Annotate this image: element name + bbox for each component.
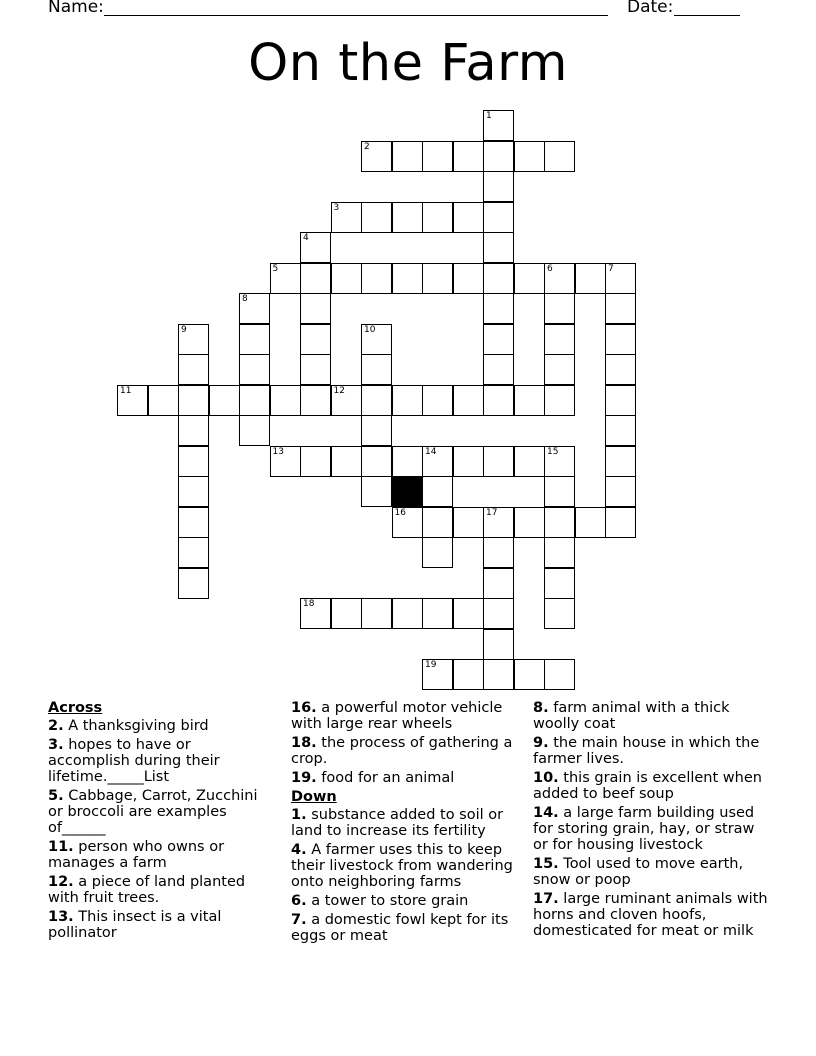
grid-cell[interactable] [544,354,575,385]
clue-item-text: a tower to store grain [306,893,469,909]
clue-item-number: 7. [291,912,307,928]
grid-cell[interactable] [483,537,514,568]
grid-cell[interactable] [483,598,514,629]
grid-cell[interactable] [361,324,392,355]
clue-item-text: this grain is excellent when added to beef soup [533,770,762,802]
clue-item-text: a powerful motor vehicle with large rear wheels [291,700,503,732]
clue-item [533,891,773,939]
clue-item-text: a domestic fowl kept for its eggs or meat [291,912,509,944]
clue-item-text: the main house in which the farmer lives. [533,735,760,767]
grid-cell[interactable] [300,263,331,294]
grid-cell[interactable] [422,385,453,416]
grid-cell[interactable] [331,385,362,416]
grid-cell[interactable] [392,507,423,538]
clue-number: 14 [425,446,437,457]
clues-column-1 [48,700,274,944]
clue-number: 9 [181,324,187,335]
grid-cell[interactable] [392,598,423,629]
across-heading: Across [48,700,103,716]
clue-item-text: hopes to have or accomplish during their lifetime._____List [48,737,220,785]
grid-cell[interactable] [605,507,636,538]
grid-cell[interactable] [483,446,514,477]
grid-cell[interactable] [361,385,392,416]
grid-cell[interactable] [453,507,484,538]
grid-cell[interactable] [422,537,453,568]
clue-number: 13 [272,446,284,457]
grid-cell[interactable] [483,507,514,538]
clue-number: 11 [120,385,132,396]
clue-item-number: 6. [291,893,307,909]
grid-cell[interactable] [544,507,575,538]
grid-cell[interactable] [453,263,484,294]
date-label: Date: [627,0,674,17]
grid-cell[interactable] [483,263,514,294]
grid-cell[interactable] [361,446,392,477]
grid-cell[interactable] [361,263,392,294]
grid-cell[interactable] [483,354,514,385]
grid-cell[interactable] [544,263,575,294]
grid-cell[interactable] [453,446,484,477]
grid-cell[interactable] [422,141,453,172]
grid-cell[interactable] [483,324,514,355]
clue-number: 15 [547,446,559,457]
clue-item-number: 16. [291,700,317,716]
clue-number: 3 [333,202,340,213]
grid-cell[interactable] [544,598,575,629]
grid-cell[interactable] [300,446,331,477]
grid-cell[interactable] [453,202,484,233]
grid-cell[interactable] [483,232,514,263]
grid-cell[interactable] [483,568,514,599]
clue-item [48,909,274,941]
clue-item-number: 3. [48,737,64,753]
grid-cell[interactable] [270,385,301,416]
clue-item-number: 18. [291,735,317,751]
grid-cell[interactable] [422,507,453,538]
grid-cell[interactable] [483,385,514,416]
down-clue-list-continued [533,700,773,939]
clue-item [48,839,274,871]
grid-cell[interactable] [422,263,453,294]
clue-item [533,735,773,767]
grid-cell[interactable] [178,568,209,599]
clue-item [48,737,274,785]
grid-cell[interactable] [422,446,453,477]
puzzle-title: On the Farm [248,34,568,93]
grid-cell[interactable] [178,354,209,385]
grid-cell[interactable] [361,415,392,446]
grid-cell[interactable] [239,385,270,416]
clue-item-number: 2. [48,718,64,734]
grid-cell[interactable] [178,476,209,507]
clue-item [48,718,274,734]
grid-cell[interactable] [361,476,392,507]
clue-number: 19 [425,660,437,670]
clue-number: 17 [486,507,498,518]
grid-cell[interactable] [544,385,575,416]
name-label: Name: [48,0,104,17]
grid-cell[interactable] [239,324,270,355]
clue-item [533,805,773,853]
across-clue-list-continued [291,700,523,786]
clue-item-number: 5. [48,788,64,804]
grid-cell[interactable] [544,324,575,355]
clue-number: 5 [272,263,279,274]
grid-cell[interactable] [117,385,148,416]
grid-cell[interactable] [605,415,636,446]
clue-number: 7 [608,263,614,274]
clue-item-text: Tool used to move earth, snow or poop [533,856,744,888]
grid-cell[interactable] [544,537,575,568]
grid-cell[interactable] [361,202,392,233]
clue-item-number: 4. [291,842,307,858]
grid-cell[interactable] [483,293,514,324]
clue-item [291,807,523,839]
grid-cell[interactable] [392,385,423,416]
grid-cell[interactable] [300,354,331,385]
grid-cell[interactable] [392,446,423,477]
clue-item [48,788,274,836]
clue-number: 10 [364,324,376,335]
clue-item [533,770,773,802]
grid-cell[interactable] [361,354,392,385]
clue-number: 12 [333,385,345,396]
clue-item-number: 15. [533,856,559,872]
grid-cell[interactable] [392,202,423,233]
grid-cell[interactable] [544,476,575,507]
grid-cell[interactable] [605,324,636,355]
clue-item-number: 10. [533,770,559,786]
clue-number: 8 [242,294,248,304]
clue-item [291,893,523,909]
grid-cell[interactable] [331,598,362,629]
grid-cell[interactable] [331,202,362,233]
clue-item-text: the process of gathering a crop. [291,735,513,767]
clue-item-text: large ruminant animals with horns and cloven hoofs, domesticated for meat or milk [533,891,768,939]
clue-item [533,856,773,888]
clue-item [291,700,523,732]
grid-cell[interactable] [392,141,423,172]
grid-cell[interactable] [605,263,636,294]
down-heading: Down [291,789,337,805]
grid-cell[interactable] [178,537,209,568]
grid-cell[interactable] [300,232,331,263]
grid-cell[interactable] [422,598,453,629]
clue-item-text: A farmer uses this to keep their livestock from wandering onto neighboring farms [291,842,513,890]
grid-cell[interactable] [544,141,575,172]
grid-cell[interactable] [453,141,484,172]
grid-cell[interactable] [148,385,179,416]
clue-item-number: 13. [48,909,74,925]
clue-item-text: This insect is a vital pollinator [48,909,222,941]
grid-cell[interactable] [483,202,514,233]
clue-item-text: A thanksgiving bird [63,718,209,734]
clue-number: 16 [394,507,406,518]
grid-cell[interactable] [575,507,606,538]
grid-cell[interactable] [605,385,636,416]
clue-item-text: farm animal with a thick woolly coat [533,700,730,732]
grid-cell[interactable] [178,507,209,538]
grid-cell[interactable] [422,476,453,507]
grid-cell[interactable] [605,354,636,385]
grid-cell[interactable] [514,385,545,416]
grid-cell[interactable] [178,385,209,416]
grid-cell[interactable] [575,263,606,294]
across-clue-list [48,718,274,941]
clue-item [291,912,523,944]
grid-cell[interactable] [178,415,209,446]
clue-number: 6 [547,263,553,274]
clue-item-text: food for an animal [316,770,455,786]
clue-item-number: 8. [533,700,549,716]
clues-column-3 [533,700,773,942]
clue-item-text: substance added to soil or land to increase its fertility [291,807,504,839]
grid-cell[interactable] [514,507,545,538]
clue-item-text: a large farm building used for storing grain, hay, or straw or for housing livestock [533,805,755,853]
grid-cell[interactable] [483,171,514,202]
clue-item-text: a piece of land planted with fruit trees. [48,874,246,906]
grid-cell[interactable] [178,324,209,355]
clue-number: 1 [486,111,492,121]
grid-cell[interactable] [453,598,484,629]
grid-cell[interactable] [300,598,331,629]
grid-cell[interactable] [514,446,545,477]
clue-item [291,842,523,890]
grid-cell[interactable] [422,202,453,233]
clue-item-number: 9. [533,735,549,751]
grid-cell[interactable] [422,659,453,690]
grid-cell[interactable] [544,446,575,477]
clue-item-number: 17. [533,891,559,907]
clue-item-number: 19. [291,770,317,786]
clue-item [291,770,523,786]
grid-cell[interactable] [239,293,270,324]
grid-cell[interactable] [544,659,575,690]
grid-cell[interactable] [209,385,240,416]
black-square [392,476,423,507]
grid-cell[interactable] [392,263,423,294]
grid-cell[interactable] [361,598,392,629]
grid-cell[interactable] [178,446,209,477]
clue-item [533,700,773,732]
grid-cell[interactable] [270,446,301,477]
grid-cell[interactable] [544,293,575,324]
grid-cell[interactable] [331,446,362,477]
grid-cell[interactable] [300,293,331,324]
clue-item-number: 12. [48,874,74,890]
grid-cell[interactable] [514,659,545,690]
grid-cell[interactable] [239,354,270,385]
clue-item-text: Cabbage, Carrot, Zucchini or broccoli are examples of______ [48,788,258,836]
grid-cell[interactable] [483,659,514,690]
down-clue-list [291,807,523,944]
grid-cell[interactable] [300,324,331,355]
grid-cell[interactable] [270,263,301,294]
grid-cell[interactable] [514,141,545,172]
clue-number: 4 [303,233,309,243]
clue-item-number: 14. [533,805,559,821]
grid-cell[interactable] [300,385,331,416]
grid-cell[interactable] [453,659,484,690]
clue-item-number: 11. [48,839,74,855]
grid-cell[interactable] [483,141,514,172]
grid-cell[interactable] [544,568,575,599]
grid-cell[interactable] [605,446,636,477]
clue-item-number: 1. [291,807,307,823]
grid-cell[interactable] [483,110,514,141]
grid-cell[interactable] [361,141,392,172]
grid-cell[interactable] [453,385,484,416]
grid-cell[interactable] [514,263,545,294]
clue-number: 2 [364,141,370,152]
grid-cell[interactable] [239,415,270,446]
grid-cell[interactable] [483,629,514,660]
clue-item [48,874,274,906]
clues-column-2 [291,700,523,947]
clue-item [291,735,523,767]
clue-item-text: person who owns or manages a farm [48,839,225,871]
clue-number: 18 [303,599,315,609]
grid-cell[interactable] [331,263,362,294]
grid-cell[interactable] [605,293,636,324]
grid-cell[interactable] [605,476,636,507]
